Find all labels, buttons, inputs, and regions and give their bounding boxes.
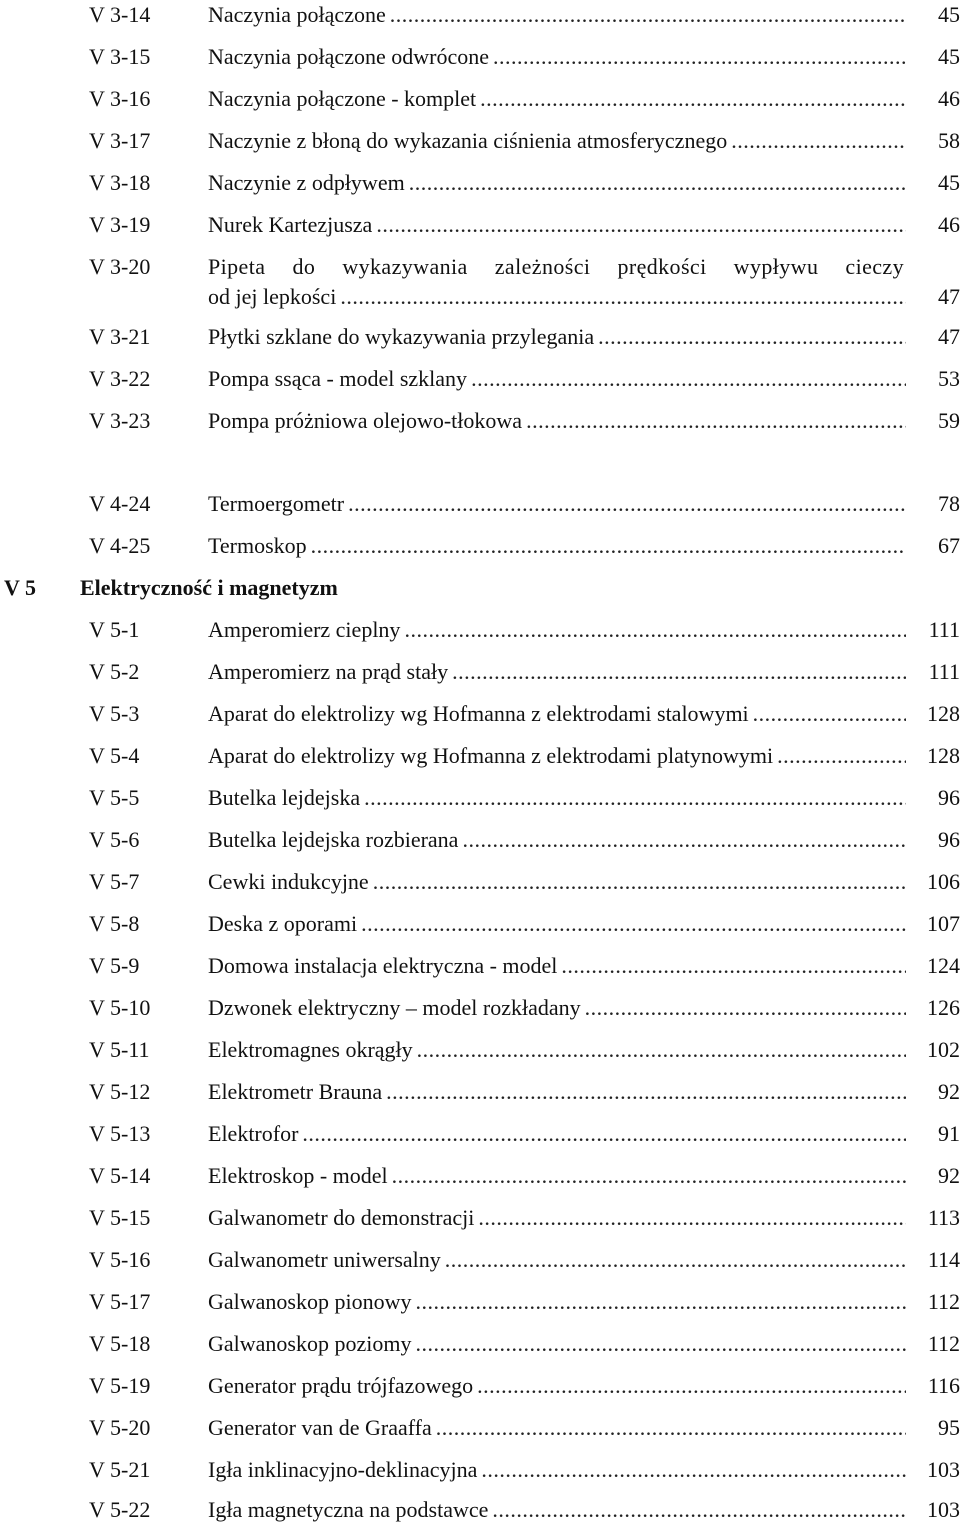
toc-entry [0,1287,960,1317]
dot-leader [348,489,906,519]
toc-entry [0,783,960,813]
entry-code: V 5-12 [89,1079,151,1104]
entry-code: V 4-25 [89,533,151,558]
entry-page: 111 [928,617,960,642]
entry-title: Galwanoskop poziomy [208,1331,412,1356]
entry-line [208,657,960,687]
entry-page: 53 [938,366,960,391]
dot-leader [409,168,906,198]
entry-title: Generator prądu trójfazowego [208,1373,474,1398]
entry-line [208,42,960,72]
toc-entry [0,210,960,240]
entry-title: Aparat do elektrolizy wg Hofmanna z elektrodami platynowymi [208,743,774,768]
entry-page: 128 [927,701,960,726]
entry-code: V 5-1 [89,617,140,642]
entry-title: Naczynie z błoną do wykazania ciśnienia atmosferycznego [208,128,728,153]
entry-line [208,0,960,30]
entry-page: 45 [938,170,960,195]
entry-code: V 3-18 [89,170,151,195]
entry-page: 91 [938,1121,960,1146]
entry-page: 95 [938,1415,960,1440]
entry-page: 46 [938,86,960,111]
entry-line [208,168,960,198]
entry-title: Pompa próżniowa olejowo-tłokowa [208,408,523,433]
entry-title: Naczynia połączone odwrócone [208,44,489,69]
entry-title: Elektroskop - model [208,1163,388,1188]
entry-code: V 5-20 [89,1415,151,1440]
entry-code: V 5-7 [89,869,140,894]
toc-entry [0,531,960,561]
entry-line [208,1495,960,1525]
dot-leader [415,1329,906,1359]
entry-title: Galwanometr do demonstracji [208,1205,475,1230]
entry-page: 128 [927,743,960,768]
entry-page: 124 [927,953,960,978]
entry-page: 112 [927,1289,960,1314]
entry-line [208,1035,960,1065]
section-title: Elektryczność i magnetyzm [80,575,338,600]
dot-leader [302,1119,906,1149]
entry-page: 112 [927,1331,960,1356]
dot-leader [340,282,906,312]
dot-leader [777,741,906,771]
dot-leader [585,993,906,1023]
toc-entry [0,1245,960,1275]
entry-line [208,825,960,855]
entry-line [208,1413,960,1443]
dot-leader [452,657,906,687]
toc-entry [0,1119,960,1149]
dot-leader [390,0,906,30]
entry-code: V 5-13 [89,1121,151,1146]
dot-leader [526,406,906,436]
entry-line [208,699,960,729]
toc-entry [0,951,960,981]
entry-title: Płytki szklane do wykazywania przylegania [208,324,595,349]
entry-code: V 5-2 [89,659,140,684]
entry-page: 45 [938,2,960,27]
section-code: V 5 [4,575,36,600]
entry-code: V 5-21 [89,1457,151,1482]
entry-code: V 5-17 [89,1289,151,1314]
entry-line [208,406,960,436]
entry-code: V 5-14 [89,1163,151,1188]
entry-page: 116 [927,1373,960,1398]
entry-title: Cewki indukcyjne [208,869,369,894]
toc-entry [0,489,960,519]
toc-entry [0,1371,960,1401]
entry-line [208,364,960,394]
entry-title: Naczynie z odpływem [208,170,405,195]
toc-entry [0,741,960,771]
entry-line [208,1287,960,1317]
dot-leader [753,699,906,729]
dot-leader [462,825,906,855]
entry-code: V 5-11 [89,1037,150,1062]
entry-title: Amperomierz cieplny [208,617,401,642]
dot-leader [493,42,906,72]
entry-title: Naczynia połączone [208,2,386,27]
entry-page: 47 [938,324,960,349]
dot-leader [436,1413,906,1443]
entry-code: V 5-22 [89,1497,151,1522]
toc-entry [0,406,960,436]
dot-leader [478,1203,906,1233]
entry-line [208,126,960,156]
entry-code: V 3-19 [89,212,151,237]
toc-entry [0,993,960,1023]
entry-page: 102 [927,1037,960,1062]
entry-code: V 5-18 [89,1331,151,1356]
entry-title: Nurek Kartezjusza [208,212,373,237]
dot-leader [404,615,906,645]
toc-entry [0,364,960,394]
toc-entry [0,1161,960,1191]
entry-line [208,1245,960,1275]
toc-entry [0,168,960,198]
entry-title: Elektrometr Brauna [208,1079,383,1104]
entry-title: Elektrofor [208,1121,299,1146]
section-heading [0,573,960,603]
entry-line [208,909,960,939]
entry-code: V 3-17 [89,128,151,153]
entry-line [208,741,960,771]
entry-title: Butelka lejdejska [208,785,361,810]
toc-entry [0,42,960,72]
entry-line [208,1329,960,1359]
entry-code: V 3-23 [89,408,151,433]
dot-leader [373,867,906,897]
entry-title: Domowa instalacja elektryczna - model [208,953,558,978]
entry-title: Galwanometr uniwersalny [208,1247,441,1272]
entry-code: V 3-16 [89,86,151,111]
entry-page: 67 [938,533,960,558]
entry-title: Termoskop [208,533,307,558]
toc-entry [0,322,960,352]
entry-line [208,615,960,645]
entry-line [208,993,960,1023]
toc-entry [0,1413,960,1443]
entry-line [208,489,960,519]
entry-page: 92 [938,1163,960,1188]
dot-leader [471,364,906,394]
entry-line [208,1161,960,1191]
entry-line [208,783,960,813]
toc-entry [0,699,960,729]
entry-line [208,531,960,561]
toc-entry [0,0,960,30]
entry-title: Aparat do elektrolizy wg Hofmanna z elektrodami stalowymi [208,701,749,726]
dot-leader [361,909,906,939]
entry-code: V 5-9 [89,953,140,978]
entry-line [208,1203,960,1233]
entry-line [208,322,960,352]
entry-code: V 5-16 [89,1247,151,1272]
entry-title: Amperomierz na prąd stały [208,659,449,684]
entry-page: 103 [927,1457,960,1482]
toc-entry [0,657,960,687]
entry-page: 92 [938,1079,960,1104]
entry-code: V 3-14 [89,2,151,27]
entry-title-line1: Pipeta do wykazywania zależności prędkości wypływu cieczy [208,254,904,279]
entry-title: Naczynia połączone - komplet [208,86,477,111]
entry-page: 59 [938,408,960,433]
entry-title: Igła inklinacyjno-deklinacyjna [208,1457,478,1482]
entry-code: V 4-24 [89,491,151,516]
entry-title: Galwanoskop pionowy [208,1289,412,1314]
toc-entry [0,1329,960,1359]
entry-line [208,282,960,312]
dot-leader [561,951,906,981]
toc-entry [0,252,960,312]
entry-code: V 3-20 [89,254,151,279]
entry-line [208,1371,960,1401]
entry-page: 111 [928,659,960,684]
toc-entry [0,615,960,645]
toc-entry [0,84,960,114]
toc-entry [0,909,960,939]
entry-title: Elektromagnes okrągły [208,1037,413,1062]
entry-line [208,867,960,897]
dot-leader [598,322,906,352]
entry-title: Generator van de Graaffa [208,1415,432,1440]
entry-line [208,84,960,114]
entry-page: 47 [938,284,960,309]
dot-leader [477,1371,906,1401]
entry-code: V 5-3 [89,701,140,726]
entry-page: 78 [938,491,960,516]
entry-code: V 5-5 [89,785,140,810]
entry-page: 113 [927,1205,960,1230]
entry-page: 107 [927,911,960,936]
entry-title: od jej lepkości [208,284,337,309]
dot-leader [417,1035,906,1065]
toc-entry [0,1203,960,1233]
dot-leader [492,1495,906,1525]
dot-leader [392,1161,906,1191]
toc-entry [0,867,960,897]
toc-entry [0,1035,960,1065]
entry-title: Igła magnetyczna na podstawce [208,1497,489,1522]
toc-entry [0,825,960,855]
entry-line [208,1455,960,1485]
entry-line [208,1119,960,1149]
entry-line [208,210,960,240]
toc-entry [0,126,960,156]
toc-entry [0,1455,960,1485]
entry-code: V 5-10 [89,995,151,1020]
dot-leader [731,126,906,156]
entry-code: V 3-21 [89,324,151,349]
dot-leader [480,84,906,114]
dot-leader [376,210,906,240]
dot-leader [481,1455,906,1485]
entry-page: 58 [938,128,960,153]
dot-leader [311,531,906,561]
entry-page: 114 [927,1247,960,1272]
entry-page: 45 [938,44,960,69]
entry-code: V 5-19 [89,1373,151,1398]
dot-leader [415,1287,906,1317]
entry-line [208,951,960,981]
dot-leader [364,783,906,813]
entry-title: Dzwonek elektryczny – model rozkładany [208,995,581,1020]
entry-page: 103 [927,1497,960,1522]
entry-page: 96 [938,827,960,852]
dot-leader [386,1077,906,1107]
entry-title: Butelka lejdejska rozbierana [208,827,459,852]
entry-page: 126 [927,995,960,1020]
entry-code: V 5-4 [89,743,140,768]
entry-title: Deska z oporami [208,911,358,936]
entry-code: V 3-22 [89,366,151,391]
entry-page: 106 [927,869,960,894]
entry-line [208,1077,960,1107]
toc-entry [0,1495,960,1525]
entry-title: Pompa ssąca - model szklany [208,366,468,391]
entry-title: Termoergometr [208,491,345,516]
entry-code: V 5-6 [89,827,140,852]
entry-code: V 5-15 [89,1205,151,1230]
entry-code: V 5-8 [89,911,140,936]
entry-code: V 3-15 [89,44,151,69]
toc-entry [0,1077,960,1107]
entry-page: 96 [938,785,960,810]
entry-page: 46 [938,212,960,237]
dot-leader [445,1245,906,1275]
